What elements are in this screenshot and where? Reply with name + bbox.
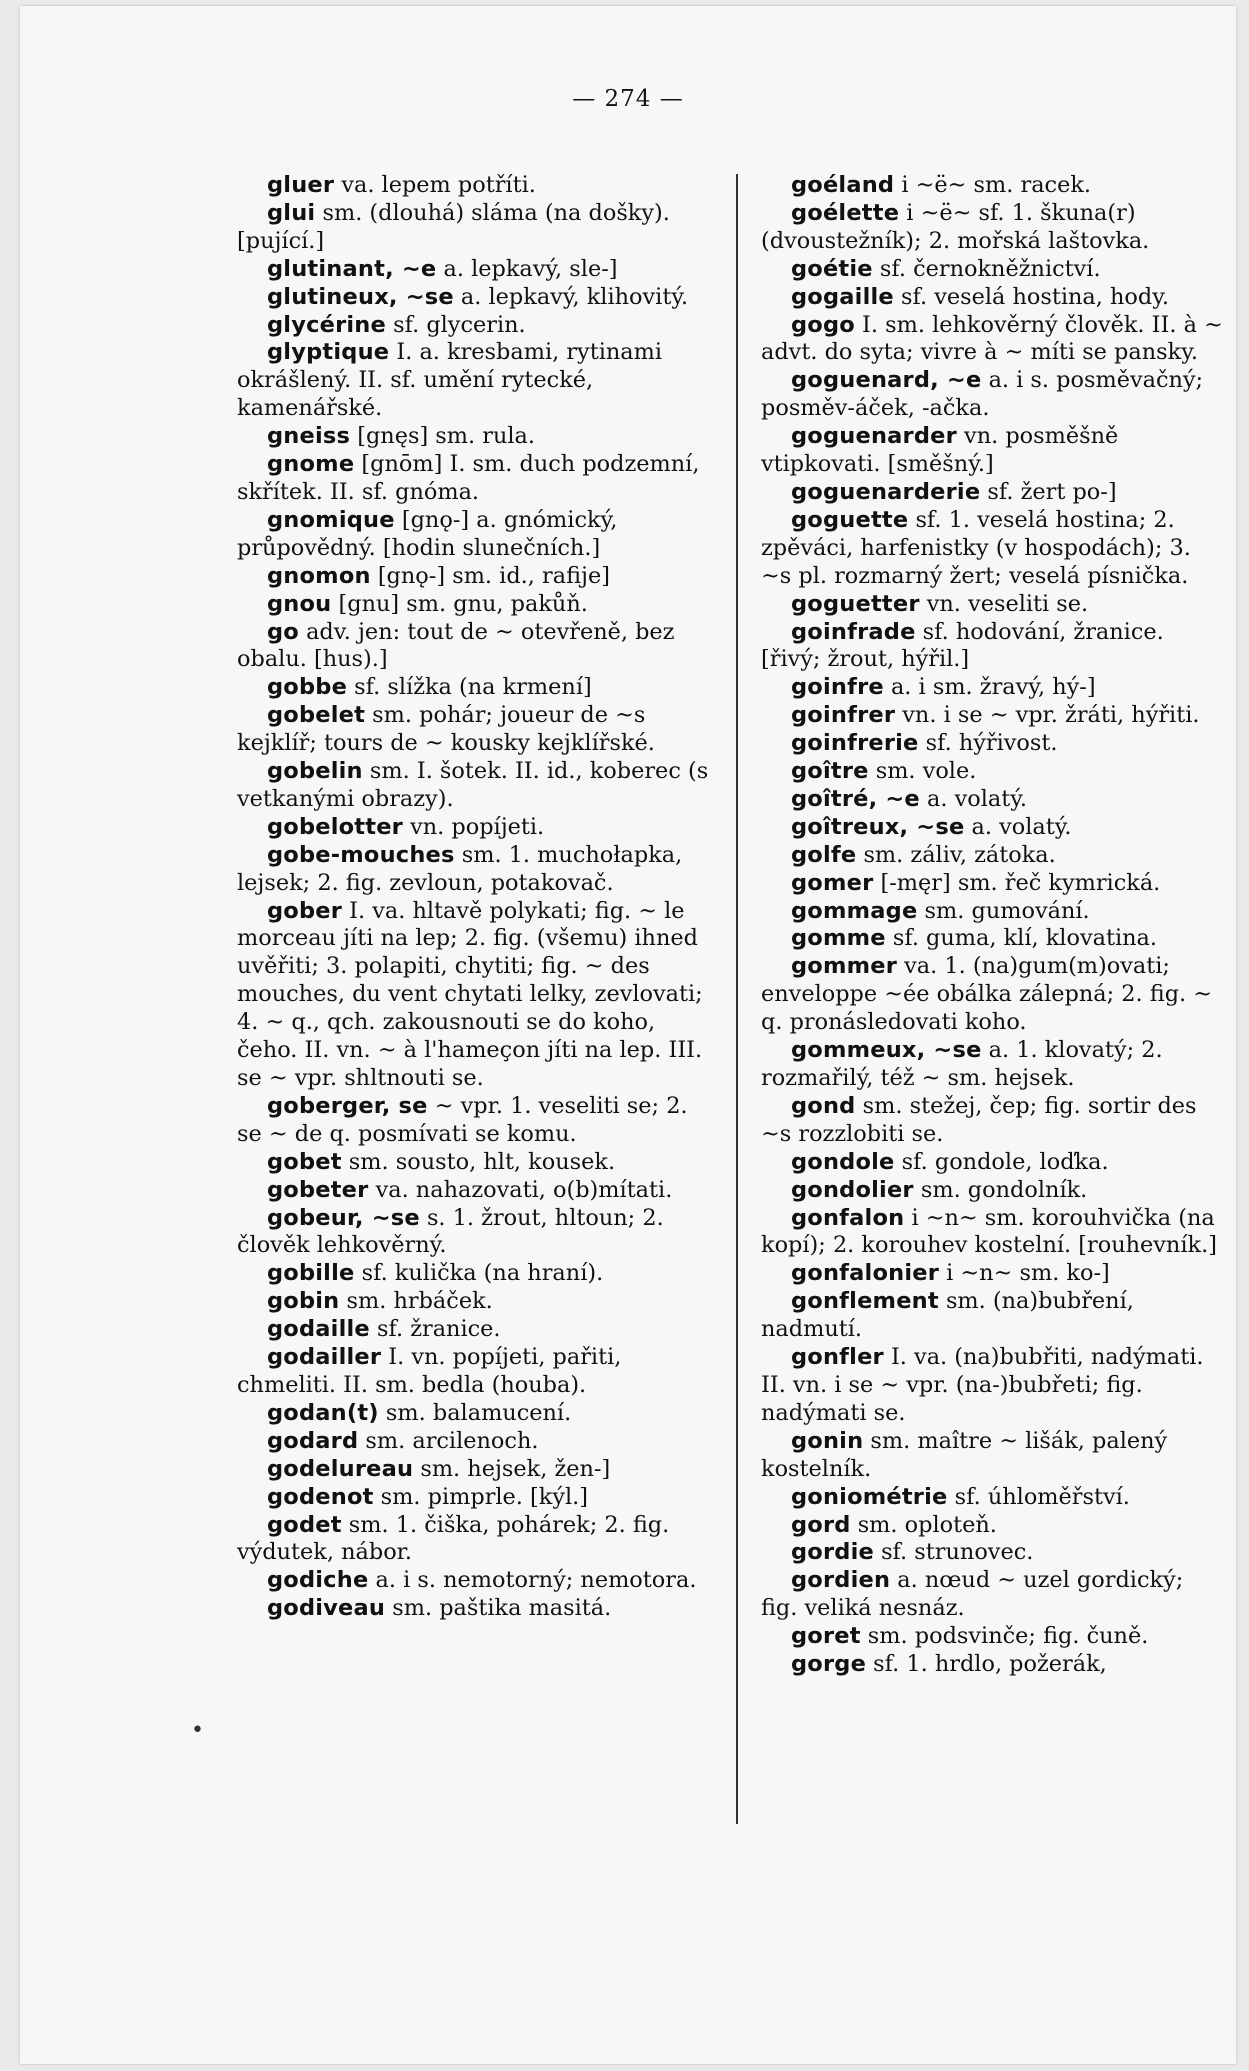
entry-definition: sf. gondole, loďka.: [894, 1148, 1109, 1175]
dictionary-entry: [761, 1344, 1223, 1428]
entry-definition: I. va. (na)bubřiti, nadýmati. II. vn. i se ~ vpr. (na-)bubřeti; fig. nadýmati se.: [761, 1344, 1204, 1426]
entry-headword: gobille: [267, 1260, 355, 1287]
dictionary-entry: [237, 1177, 717, 1205]
entry-definition: sf. glycerin.: [385, 311, 526, 338]
entry-definition: a. i sm. žravý, hý-]: [883, 674, 1096, 701]
dictionary-entry: [761, 925, 1223, 953]
entry-headword: goîtreux, ~se: [791, 813, 965, 840]
dictionary-entry: [237, 758, 717, 814]
dictionary-entry: [237, 1484, 717, 1512]
entry-headword: gorge: [791, 1651, 867, 1678]
entry-definition: a. nœud ~ uzel gordický; fig. veliká nesnáz.: [761, 1567, 1184, 1622]
entry-definition: sf. žert po-]: [980, 478, 1117, 505]
entry-definition: [gnu] sm. gnu, pakůň.: [331, 590, 588, 617]
entry-definition: vn. i se ~ vpr. žráti, hýřiti.: [895, 702, 1200, 729]
entry-headword: gobelotter: [267, 813, 403, 840]
entry-definition: va. lepem potříti.: [334, 172, 536, 198]
dictionary-entry: [237, 702, 717, 758]
dictionary-entry: [761, 312, 1223, 368]
dictionary-entry: [761, 479, 1223, 507]
entry-headword: gobelin: [267, 758, 363, 785]
entry-definition: vn. posměšně vtipkovati. [směšný.]: [761, 423, 1119, 478]
entry-headword: gobet: [267, 1148, 342, 1175]
dictionary-entry: [761, 619, 1223, 675]
entry-definition: I. a. kresbami, rytinami okrášlený. II. sf. umění rytecké, kamenářské.: [237, 339, 663, 422]
entry-headword: goguenarder: [791, 423, 957, 450]
entry-definition: I. sm. lehkověrný člověk. II. à ~ advt. do syta; vivre à ~ míti se pansky.: [761, 311, 1223, 366]
entry-headword: gobeur, ~se: [267, 1204, 420, 1231]
entry-definition: [gnęs] sm. rula.: [350, 423, 536, 450]
entry-definition: adv. jen: tout de ~ otevřeně, bez obalu. [hus).]: [237, 618, 675, 673]
entry-definition: sf. guma, klí, klovatina.: [885, 925, 1157, 952]
entry-definition: sm. 1. muchołapka, lejsek; 2. fig. zevloun, potakovač.: [237, 841, 683, 896]
entry-headword: goîtré, ~e: [791, 785, 920, 812]
entry-headword: gondolier: [791, 1176, 914, 1203]
entry-definition: a. volatý.: [919, 785, 1028, 812]
dictionary-entry: [761, 702, 1223, 730]
entry-definition: ~ vpr. 1. veseliti se; 2. se ~ de q. posmívati se komu.: [237, 1092, 688, 1147]
entry-headword: godenot: [267, 1483, 374, 1510]
entry-definition: sm. vole.: [868, 758, 977, 785]
entry-headword: goguenard, ~e: [791, 367, 982, 394]
dictionary-entry: [761, 1149, 1223, 1177]
entry-definition: va. nahazovati, o(b)mítati.: [368, 1176, 673, 1203]
entry-headword: goinfrade: [791, 618, 916, 645]
entry-definition: i ~ë~ sm. racek.: [894, 172, 1092, 198]
dictionary-entry: [761, 814, 1223, 842]
dictionary-entry: [237, 1149, 717, 1177]
entry-headword: gogaille: [791, 283, 894, 310]
dictionary-entry: [237, 451, 717, 507]
entry-definition: sf. kulička (na hraní).: [354, 1260, 604, 1287]
entry-definition: sm. hrbáček.: [339, 1288, 493, 1315]
dictionary-entry: [237, 423, 717, 451]
entry-headword: gomme: [791, 925, 886, 952]
dictionary-entry: [237, 591, 717, 619]
dictionary-entry: [761, 1428, 1223, 1484]
entry-headword: goinfre: [791, 674, 884, 701]
entry-definition: [-męr] sm. řeč kymrická.: [873, 869, 1161, 896]
dictionary-entry: [237, 898, 717, 1093]
left-column: [237, 172, 717, 1623]
entry-headword: goberger, se: [267, 1092, 428, 1119]
dictionary-entry: [761, 674, 1223, 702]
entry-definition: a. lepkavý, sle-]: [436, 255, 618, 282]
entry-definition: sm. paštika masitá.: [385, 1595, 612, 1622]
entry-headword: goinfrerie: [791, 730, 919, 757]
dictionary-entry: [761, 786, 1223, 814]
entry-definition: sf. hýřivost.: [918, 730, 1058, 757]
dictionary-entry: [761, 1539, 1223, 1567]
entry-definition: sm. (dlouhá) sláma (na došky). [pující.]: [237, 199, 670, 254]
entry-headword: go: [267, 618, 299, 645]
entry-headword: gonfler: [791, 1344, 884, 1371]
entry-headword: gobbe: [267, 674, 348, 701]
entry-headword: gluer: [267, 172, 335, 198]
entry-definition: a. volatý.: [964, 813, 1072, 840]
entry-headword: gommage: [791, 897, 918, 924]
entry-definition: sf. strunovec.: [873, 1539, 1034, 1566]
entry-headword: goguenarderie: [791, 478, 981, 505]
entry-headword: godard: [267, 1427, 359, 1454]
dictionary-entry: [237, 814, 717, 842]
dictionary-entry: [761, 870, 1223, 898]
entry-headword: gonfalon: [791, 1204, 905, 1231]
dictionary-entry: [237, 1456, 717, 1484]
entry-headword: godaille: [267, 1316, 370, 1343]
dictionary-entry: [237, 619, 717, 675]
entry-headword: gonflement: [791, 1288, 939, 1315]
entry-definition: a. i s. nemotorný; nemotora.: [368, 1567, 697, 1594]
entry-definition: sm. arcilenoch.: [358, 1427, 539, 1454]
entry-headword: gonin: [791, 1427, 864, 1454]
dictionary-entry: [237, 1344, 717, 1400]
entry-definition: va. 1. (na)gum(m)ovati; enveloppe ~ée obálka zálepná; 2. fig. ~ q. pronásledovati koho.: [761, 953, 1213, 1036]
entry-headword: gordien: [791, 1567, 891, 1594]
entry-headword: godan(t): [267, 1399, 379, 1426]
dictionary-entry: [761, 1260, 1223, 1288]
entry-headword: godiche: [267, 1567, 369, 1594]
entry-definition: sm. záliv, zátoka.: [856, 841, 1056, 868]
dictionary-entry: [761, 1512, 1223, 1540]
entry-headword: glutineux, ~se: [267, 283, 454, 310]
entry-definition: sf. 1. hrdlo, požerák,: [866, 1651, 1107, 1678]
entry-headword: glyptique: [267, 339, 390, 366]
entry-definition: sm. podsvinče; fig. čuně.: [860, 1623, 1149, 1650]
entry-headword: godiveau: [267, 1595, 386, 1622]
dictionary-entry: [237, 339, 717, 423]
entry-headword: glutinant, ~e: [267, 255, 437, 282]
entry-headword: gobe-mouches: [267, 841, 455, 868]
entry-headword: gneiss: [267, 423, 351, 450]
dictionary-entry: [761, 1623, 1223, 1651]
dictionary-entry: [237, 256, 717, 284]
dictionary-entry: [237, 507, 717, 563]
dictionary-entry: [761, 898, 1223, 926]
entry-definition: sf. hodování, žranice. [řivý; žrout, hýřil.]: [761, 618, 1164, 673]
entry-definition: sm. pohár; joueur de ~s kejklíř; tours de ~ kousky kejklířské.: [237, 702, 655, 757]
entry-definition: a. 1. klovatý; 2. rozmařilý, též ~ sm. hejsek.: [761, 1037, 1163, 1091]
entry-headword: goître: [791, 758, 869, 785]
dictionary-entry: [761, 423, 1223, 479]
entry-headword: gonfalonier: [791, 1260, 940, 1287]
entry-definition: a. lepkavý, klihovitý.: [453, 283, 689, 310]
dictionary-entry: [761, 1037, 1223, 1093]
entry-definition: i ~n~ sm. ko-]: [939, 1260, 1110, 1287]
dictionary-entry: [237, 674, 717, 702]
entry-definition: I. va. hltavě polykati; fig. ~ le morceau jíti na lep; 2. fig. (všemu) ihned uvěřiti; 3. polapiti, chytiti; fig. ~ des mouches, du vent chytati lelky, zevlovati; 4. ~ q., qch. zakousnouti se do koho, čeho. II. vn. ~ à l'hameçon jíti na lep. III. se ~ vpr. shltnouti se.: [237, 897, 703, 1091]
dictionary-entry: [761, 367, 1223, 423]
page-number: — 274 —: [572, 86, 684, 112]
dictionary-entry: [761, 730, 1223, 758]
dictionary-entry: [761, 591, 1223, 619]
entry-headword: gogo: [791, 311, 855, 338]
entry-headword: godailler: [267, 1344, 382, 1371]
entry-headword: gobin: [267, 1288, 340, 1315]
dictionary-entry: [237, 1567, 717, 1595]
entry-headword: gnomique: [267, 506, 395, 533]
dictionary-entry: [237, 172, 717, 200]
entry-definition: I. vn. popíjeti, pařiti, chmeliti. II. sm. bedla (houba).: [237, 1344, 622, 1398]
dictionary-entry: [761, 953, 1223, 1037]
dictionary-entry: [237, 312, 717, 340]
entry-definition: sm. gumování.: [917, 897, 1090, 924]
dictionary-entry: [237, 1093, 717, 1149]
entry-definition: vn. veseliti se.: [919, 590, 1089, 617]
entry-headword: gobelet: [267, 702, 366, 729]
dictionary-entry: [761, 842, 1223, 870]
entry-definition: sm. stežej, čep; fig. sortir des ~s rozzlobiti se.: [761, 1092, 1197, 1147]
entry-definition: [gnǫ-] a. gnómický, průpovědný. [hodin slunečních.]: [237, 506, 618, 561]
dictionary-entry: [237, 1260, 717, 1288]
entry-definition: sf. úhloměřství.: [947, 1483, 1130, 1510]
entry-headword: goétie: [791, 255, 873, 282]
entry-definition: vn. popíjeti.: [402, 813, 545, 840]
column-divider: [736, 174, 738, 1824]
dictionary-entry: [761, 200, 1223, 256]
dictionary-entry: [237, 1400, 717, 1428]
entry-definition: sf. slížka (na krmení]: [347, 674, 592, 701]
entry-definition: sf. žranice.: [369, 1316, 501, 1343]
dictionary-entry: [761, 172, 1223, 200]
dictionary-entry: [761, 256, 1223, 284]
entry-definition: sm. hejsek, žen-]: [413, 1455, 611, 1482]
entry-definition: sf. 1. veselá hostina; 2. zpěváci, harfenistky (v hospodách); 3. ~s pl. rozmarný žert; veselá písnička.: [761, 506, 1191, 589]
dictionary-entry: [237, 1288, 717, 1316]
dictionary-entry: [237, 1595, 717, 1623]
entry-definition: sf. veselá hostina, hody.: [893, 283, 1170, 310]
dictionary-entry: [237, 1205, 717, 1261]
entry-definition: sm. maître ~ lišák, palený kostelník.: [761, 1427, 1168, 1482]
entry-headword: goinfrer: [791, 702, 896, 729]
dictionary-entry: [237, 563, 717, 591]
entry-headword: gondole: [791, 1148, 895, 1175]
entry-headword: gnomon: [267, 562, 371, 589]
dictionary-entry: [761, 1177, 1223, 1205]
entry-headword: gobeter: [267, 1176, 369, 1203]
entry-headword: gommeux, ~se: [791, 1037, 982, 1064]
entry-headword: goguetter: [791, 590, 920, 617]
entry-definition: sm. gondolník.: [913, 1176, 1088, 1203]
dictionary-entry: [237, 842, 717, 898]
entry-definition: i ~ë~ sf. 1. škuna(r) (dvoustežník); 2. mořská laštovka.: [761, 199, 1150, 254]
dictionary-entry: [761, 1093, 1223, 1149]
entry-definition: sm. sousto, hlt, kousek.: [341, 1148, 616, 1175]
entry-definition: sm. 1. čiška, pohárek; 2. fig. výdutek, nábor.: [237, 1511, 670, 1566]
entry-headword: goret: [791, 1623, 861, 1650]
dictionary-page: [20, 6, 1236, 2064]
entry-headword: gober: [267, 897, 343, 924]
entry-headword: gommer: [791, 953, 898, 980]
entry-headword: gomer: [791, 869, 874, 896]
dictionary-entry: [237, 1316, 717, 1344]
entry-definition: sm. (na)bubření, nadmutí.: [761, 1288, 1134, 1343]
entry-headword: godelureau: [267, 1455, 414, 1482]
margin-dot: •: [191, 1718, 204, 1743]
entry-definition: sm. oploteň.: [850, 1511, 997, 1538]
dictionary-entry: [761, 1484, 1223, 1512]
dictionary-entry: [237, 284, 717, 312]
dictionary-entry: [761, 284, 1223, 312]
entry-definition: a. i s. posměvačný; posměv-áček, -ačka.: [761, 367, 1204, 422]
entry-headword: goguette: [791, 506, 909, 533]
dictionary-entry: [761, 758, 1223, 786]
entry-headword: goélette: [791, 199, 900, 226]
entry-definition: sm. balamucení.: [378, 1399, 572, 1426]
entry-headword: gordie: [791, 1539, 874, 1566]
entry-headword: glycérine: [267, 311, 386, 338]
dictionary-entry: [761, 1288, 1223, 1344]
entry-definition: [gnǫ-] sm. id., rafije]: [370, 562, 610, 589]
entry-definition: [gnōm] I. sm. duch podzemní, skřítek. II. sf. gnóma.: [237, 451, 700, 505]
entry-definition: sf. černokněžnictví.: [872, 255, 1101, 282]
entry-definition: i ~n~ sm. korouhvička (na kopí); 2. korouhev kostelní. [rouhevník.]: [761, 1204, 1217, 1259]
dictionary-entry: [237, 200, 717, 256]
entry-headword: godet: [267, 1511, 342, 1538]
entry-definition: s. 1. žrout, hltoun; 2. člověk lehkověrný.: [237, 1204, 664, 1259]
dictionary-entry: [761, 1567, 1223, 1623]
entry-headword: gord: [791, 1511, 851, 1538]
entry-headword: goniométrie: [791, 1483, 948, 1510]
entry-headword: gond: [791, 1092, 856, 1119]
entry-headword: golfe: [791, 841, 857, 868]
dictionary-entry: [761, 1205, 1223, 1261]
dictionary-entry: [237, 1428, 717, 1456]
entry-headword: goéland: [791, 172, 895, 198]
entry-definition: sm. I. šotek. II. id., koberec (s vetkanými obrazy).: [237, 758, 709, 812]
entry-definition: sm. pimprle. [kýl.]: [373, 1483, 589, 1510]
dictionary-entry: [761, 1651, 1223, 1679]
entry-headword: gnou: [267, 590, 332, 617]
entry-headword: glui: [267, 199, 316, 226]
dictionary-entry: [237, 1512, 717, 1568]
entry-headword: gnome: [267, 451, 355, 478]
dictionary-entry: [761, 507, 1223, 591]
right-column: [761, 172, 1223, 1679]
